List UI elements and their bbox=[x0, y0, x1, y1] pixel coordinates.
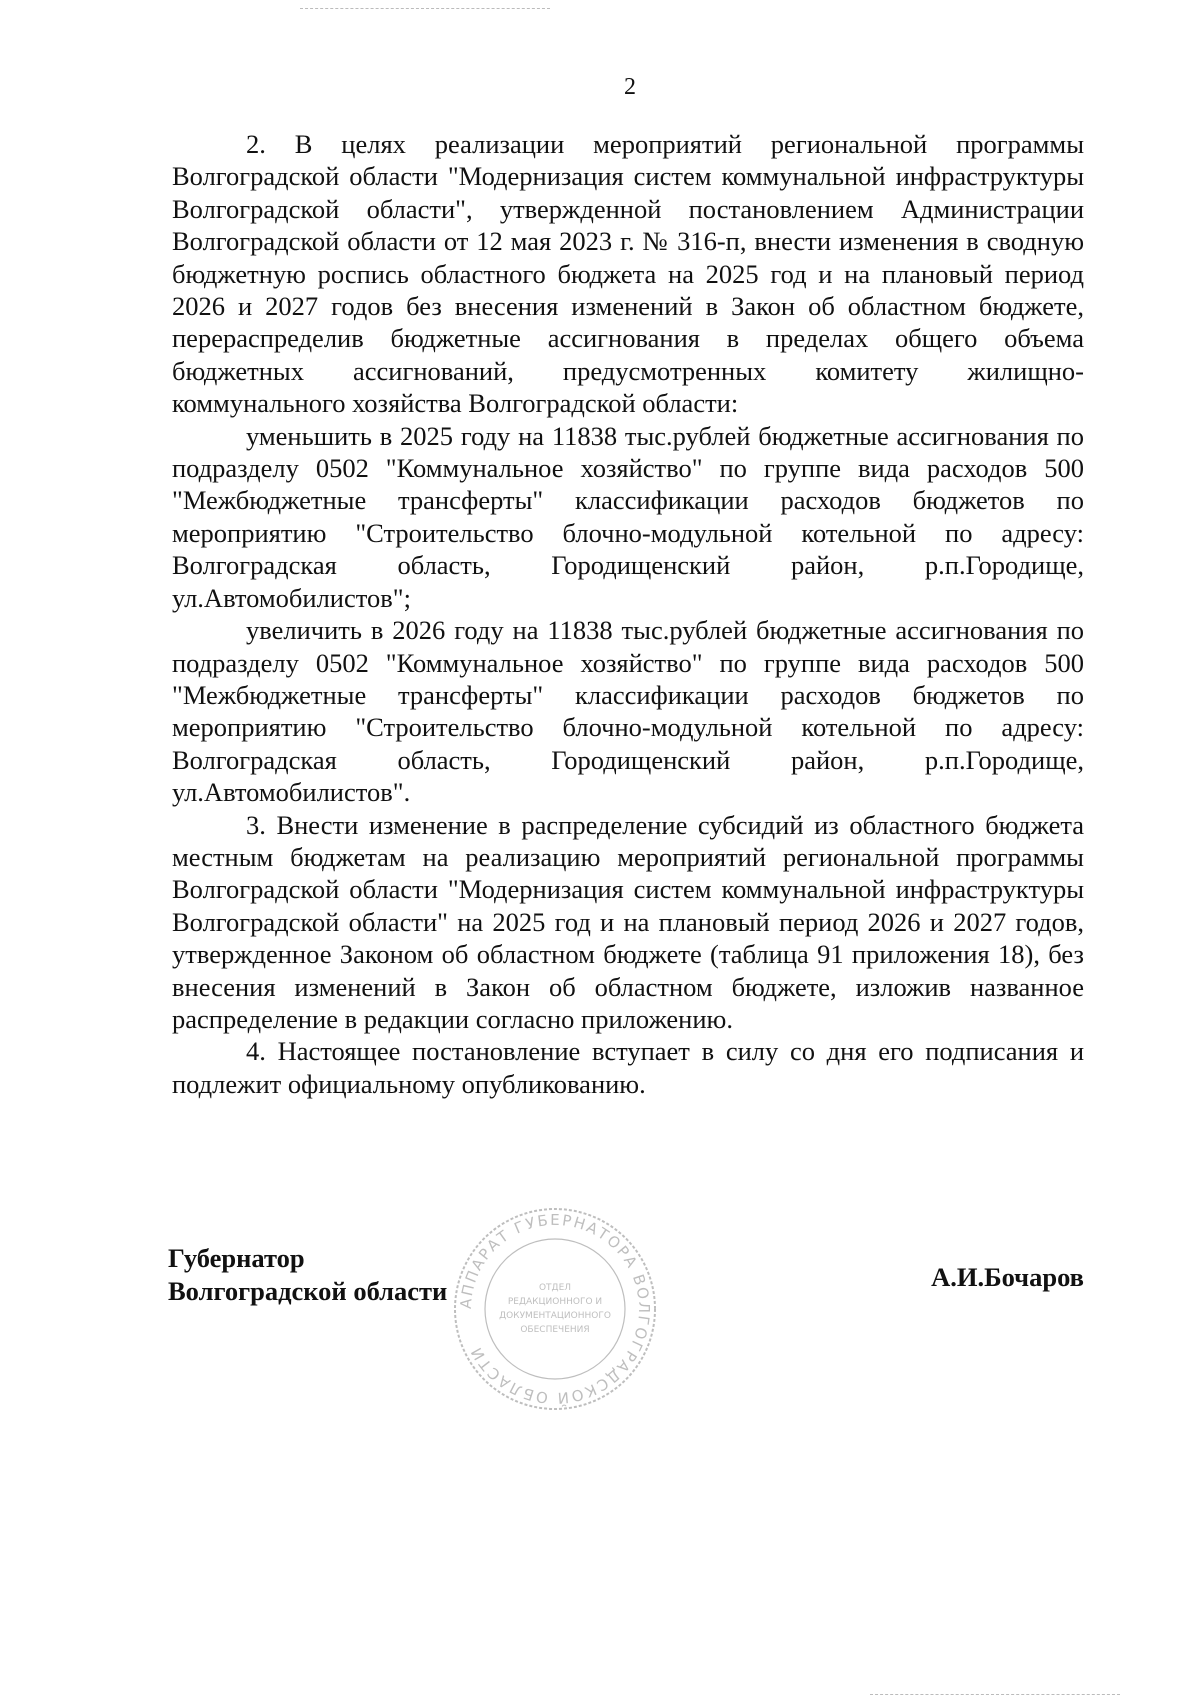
signatory-title-line1: Губернатор bbox=[168, 1243, 305, 1273]
document-body bbox=[172, 128, 1084, 1100]
paragraph-2: 2. В целях реализации мероприятий региональной программы Волгоградской области "Модернизация систем коммунальной инфраструктуры Волгоградской области", утвержденной постановлением Администрации Волгоградской области от 12 мая 2023 г. № 316-п, внести изменения в сводную бюджетную роспись областного бюджета на 2025 год и на плановый период 2026 и 2027 годов без внесения изменений в Закон об областном бюджете, перераспределив бюджетные ассигнования в пределах общего объема бюджетных ассигнований, предусмотренных комитету жилищно-коммунального хозяйства Волгоградской области: bbox=[172, 129, 1084, 419]
signatory-name: А.И.Бочаров bbox=[931, 1262, 1084, 1292]
official-stamp bbox=[450, 1204, 660, 1414]
signatory-title bbox=[168, 1242, 447, 1308]
paragraph-3: 3. Внести изменение в распределение субсидий из областного бюджета местным бюджетам на реализацию мероприятий региональной программы Волгоградской области "Модернизация систем коммунальной инфраструктуры Волгоградской области" на 2025 год и на плановый период 2026 и 2027 годов, утвержденное Законом об областном бюджете (таблица 91 приложения 18), без внесения изменений в Закон об областном бюджете, изложив названное распределение в редакции согласно приложению. bbox=[172, 809, 1084, 1034]
stamp-inner-line3: ДОКУМЕНТАЦИОННОГО bbox=[499, 1311, 611, 1321]
scan-artifact-top bbox=[300, 8, 550, 9]
signatory-title-line2: Волгоградской области bbox=[168, 1276, 448, 1306]
paragraph-4: 4. Настоящее постановление вступает в силу со дня его подписания и подлежит официальному опубликованию. bbox=[172, 1036, 1084, 1099]
paragraph-increase: увеличить в 2026 году на 11838 тыс.рублей бюджетные ассигнования по подразделу 0502 "Коммунальное хозяйство" по группе вида расходов 500 "Межбюджетные трансферты" классификации расходов бюджетов по мероприятию "Строительство блочно-модульной котельной по адресу: Волгоградская область, Городищенский район, р.п.Городище, ул.Автомобилистов". bbox=[172, 615, 1084, 808]
stamp-outer-text: АППАРАТ ГУБЕРНАТОРА ВОЛГОГРАДСКОЙ ОБЛАСТИ bbox=[456, 1210, 654, 1408]
stamp-inner-line4: ОБЕСПЕЧЕНИЯ bbox=[520, 1325, 590, 1335]
stamp-inner-line1: ОТДЕЛ bbox=[538, 1283, 572, 1293]
paragraph-decrease: уменьшить в 2025 году на 11838 тыс.рублей бюджетные ассигнования по подразделу 0502 "Коммунальное хозяйство" по группе вида расходов 500 "Межбюджетные трансферты" классификации расходов бюджетов по мероприятию "Строительство блочно-модульной котельной по адресу: Волгоградская область, Городищенский район, р.п.Городище, ул.Автомобилистов"; bbox=[172, 420, 1084, 613]
scan-artifact-bottom bbox=[870, 1694, 1120, 1695]
stamp-inner-line2: РЕДАКЦИОННОГО И bbox=[507, 1297, 603, 1307]
page-number: 2 bbox=[624, 74, 636, 100]
